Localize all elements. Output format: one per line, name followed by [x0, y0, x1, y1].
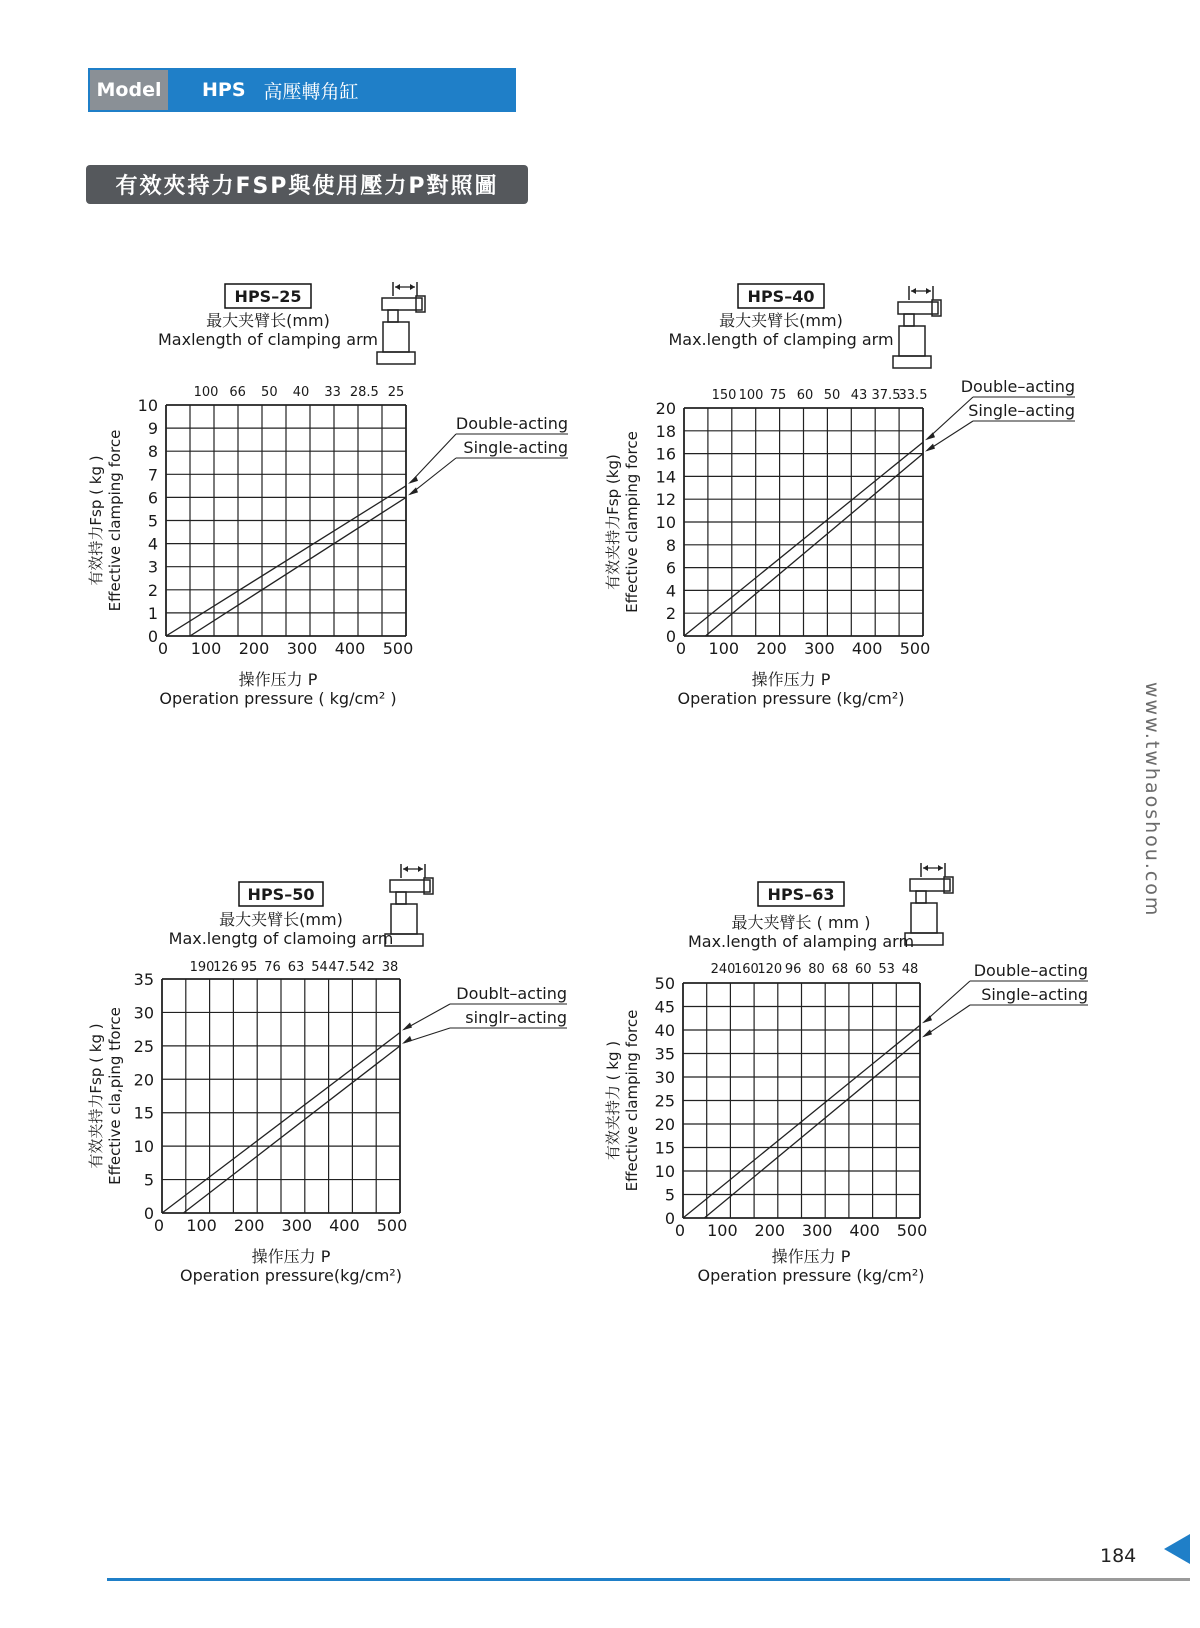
- arm-length-label: 63: [287, 960, 305, 975]
- arm-length-label: 28.5: [349, 385, 379, 400]
- y-axis-title-en: Effective clamping force: [623, 1009, 641, 1192]
- y-tick-label: 25: [654, 1091, 675, 1111]
- clamp-body: [899, 326, 925, 356]
- chart-3: [604, 863, 1088, 1285]
- x-axis-title-en: Operation pressure (kg/cm²): [677, 689, 905, 708]
- legend-arrow: [922, 1029, 932, 1037]
- x-tick-label: 400: [329, 1216, 360, 1235]
- arm-length-label: 60: [854, 962, 872, 977]
- x-tick-label: 100: [186, 1216, 217, 1235]
- arm-length-label: 25: [387, 385, 405, 400]
- legend-label: Single-acting: [463, 438, 568, 457]
- y-tick-label: 10: [655, 513, 676, 532]
- y-tick-label: 45: [654, 997, 675, 1017]
- arm-length-label: 68: [831, 962, 849, 977]
- y-tick-label: 0: [665, 627, 676, 646]
- dimension-arrow: [395, 284, 400, 290]
- y-tick-label: 4: [147, 534, 158, 554]
- y-tick-label: 50: [654, 974, 675, 993]
- arm-length-label: 126: [213, 960, 238, 975]
- x-tick-label: 400: [851, 639, 883, 658]
- x-axis-title-en: Operation pressure ( kg/cm² ): [159, 689, 397, 708]
- y-tick-label: 40: [654, 1021, 675, 1040]
- x-tick-label: 300: [804, 639, 835, 658]
- x-tick-label: 300: [286, 639, 318, 658]
- x-tick-label: 200: [756, 639, 787, 658]
- dimension-arrow: [911, 288, 916, 294]
- y-tick-label: 15: [133, 1103, 154, 1123]
- dimension-arrow: [923, 865, 928, 871]
- y-axis-title-en: Effective clamping force: [106, 429, 124, 612]
- chart-1: [604, 284, 1075, 708]
- y-tick-label: 15: [654, 1138, 675, 1158]
- arm-length-label: 100: [193, 385, 219, 400]
- x-origin-label: 0: [157, 639, 169, 658]
- x-origin-label: 0: [153, 1216, 165, 1235]
- arm-title-cn: 最大夹臂长(mm): [206, 311, 330, 330]
- arm-length-label: 75: [769, 388, 787, 403]
- legend-label: Double–acting: [960, 377, 1075, 396]
- y-tick-label: 6: [147, 488, 158, 508]
- model-name: 高壓轉角缸: [263, 80, 359, 103]
- x-tick-label: 400: [849, 1221, 880, 1240]
- arm-length-label: 76: [264, 960, 281, 975]
- model-label: Model: [88, 68, 170, 112]
- x-tick-label: 500: [376, 1216, 408, 1235]
- dimension-arrow: [418, 866, 423, 872]
- y-tick-label: 10: [654, 1162, 675, 1181]
- legend-label: Single–acting: [968, 401, 1075, 420]
- dimension-arrow: [403, 866, 408, 872]
- y-tick-label: 0: [147, 627, 158, 646]
- y-tick-label: 12: [655, 490, 676, 510]
- x-axis-title-cn: 操作压力 P: [238, 670, 318, 689]
- website-url: www.twhaoshou.com: [1141, 682, 1163, 918]
- page-number: 184: [1100, 1545, 1137, 1567]
- arm-length-label: 150: [711, 388, 737, 403]
- x-tick-label: 400: [334, 639, 366, 658]
- clamp-rod: [396, 892, 406, 904]
- x-axis-title-cn: 操作压力 P: [771, 1247, 851, 1266]
- y-axis-title-cn: 有效夹持力Fsp ( kg ): [87, 1023, 105, 1169]
- x-tick-label: 500: [896, 1221, 928, 1240]
- y-tick-label: 5: [143, 1170, 154, 1190]
- y-tick-label: 1: [147, 603, 158, 623]
- legend-arrow: [402, 1022, 412, 1030]
- series-line: [704, 1039, 920, 1218]
- y-axis-title-cn: 有效持力Fsp ( kg ): [87, 455, 105, 586]
- y-tick-label: 8: [147, 442, 158, 462]
- x-tick-label: 200: [233, 1216, 265, 1235]
- y-tick-label: 4: [665, 581, 676, 601]
- y-tick-label: 30: [133, 1003, 154, 1023]
- y-tick-label: 10: [137, 396, 158, 415]
- x-tick-label: 500: [382, 639, 414, 658]
- arm-length-label: 50: [823, 388, 841, 403]
- y-tick-label: 35: [133, 970, 154, 989]
- y-tick-label: 8: [665, 535, 676, 555]
- legend-label: singlr–acting: [465, 1008, 567, 1027]
- y-tick-label: 20: [133, 1070, 154, 1090]
- y-tick-label: 10: [133, 1137, 154, 1157]
- chart-model-title: HPS–25: [234, 287, 302, 306]
- clamp-rod: [904, 314, 914, 326]
- x-axis-title-cn: 操作压力 P: [751, 670, 831, 689]
- clamp-body: [391, 904, 417, 934]
- y-tick-label: 25: [133, 1036, 154, 1056]
- y-tick-label: 3: [147, 557, 158, 577]
- y-axis-title-en: Effective cla,ping tforce: [106, 1007, 124, 1185]
- legend-label: Double–acting: [973, 961, 1088, 980]
- arm-title-en: Maxlength of clamping arm: [158, 330, 378, 349]
- y-tick-label: 2: [147, 580, 158, 600]
- arm-length-label: 80: [808, 962, 825, 977]
- arm-length-label: 95: [240, 960, 258, 975]
- arm-length-label: 53: [878, 962, 895, 977]
- y-tick-label: 9: [147, 419, 158, 439]
- legend-label: Single–acting: [981, 985, 1088, 1004]
- y-axis-title-cn: 有效夹持力Fsp (kg): [604, 454, 622, 590]
- y-tick-label: 35: [654, 1044, 675, 1064]
- y-tick-label: 7: [147, 465, 158, 485]
- clamp-body: [911, 903, 937, 933]
- x-tick-label: 200: [754, 1221, 786, 1240]
- y-axis-title-cn: 有效夹持力 ( kg ): [604, 1040, 622, 1161]
- arm-title-cn: 最大夹臂长(mm): [719, 311, 843, 330]
- y-tick-label: 14: [655, 467, 676, 487]
- y-tick-label: 5: [664, 1185, 675, 1205]
- x-origin-label: 0: [674, 1221, 686, 1240]
- arm-title-cn: 最大夹臂长 ( mm ): [731, 913, 871, 932]
- arm-length-label: 240: [710, 962, 736, 977]
- section-title: 有效夾持力FSP與使用壓力P對照圖: [86, 165, 528, 204]
- arm-title-en: Max.length of alamping arm: [687, 932, 915, 951]
- y-tick-label: 16: [655, 444, 676, 464]
- arm-length-label: 48: [901, 962, 919, 977]
- chart-model-title: HPS–50: [247, 885, 315, 904]
- legend-label: Doublt–acting: [456, 984, 567, 1003]
- page-arrow-icon[interactable]: [1164, 1534, 1190, 1564]
- arm-length-label: 47.5: [328, 960, 358, 975]
- legend-arrow: [402, 1036, 412, 1044]
- arm-length-label: 50: [261, 385, 278, 400]
- x-axis-title-cn: 操作压力 P: [251, 1247, 331, 1266]
- x-tick-label: 500: [899, 639, 931, 658]
- arm-title-en: Max.lengtg of clamoing arm: [168, 929, 394, 948]
- arm-length-label: 54: [311, 960, 328, 975]
- x-tick-label: 100: [708, 639, 740, 658]
- dimension-arrow: [938, 865, 943, 871]
- x-tick-label: 100: [190, 639, 222, 658]
- y-tick-label: 20: [655, 399, 676, 418]
- arm-length-label: 66: [229, 385, 246, 400]
- y-tick-label: 0: [664, 1209, 675, 1228]
- arm-title-en: Max.length of clamping arm: [668, 330, 894, 349]
- y-tick-label: 20: [654, 1115, 675, 1134]
- chart-2: [87, 864, 567, 1285]
- arm-length-label: 43: [850, 388, 868, 403]
- y-tick-label: 30: [654, 1068, 675, 1087]
- x-origin-label: 0: [675, 639, 687, 658]
- arm-length-label: 60: [796, 388, 814, 403]
- arm-length-label: 40: [292, 385, 310, 400]
- legend-label: Double-acting: [455, 414, 568, 433]
- arm-length-label: 33.5: [898, 388, 928, 403]
- arm-length-label: 190: [189, 960, 215, 975]
- arm-length-label: 37.5: [871, 388, 901, 403]
- legend-leader: [927, 397, 973, 439]
- x-tick-label: 300: [801, 1221, 833, 1240]
- clamp-base: [377, 352, 415, 364]
- clamp-base: [893, 356, 931, 368]
- y-axis-title-en: Effective clamping force: [623, 431, 641, 613]
- legend-leader: [924, 981, 970, 1022]
- footer-line-end: [1010, 1578, 1190, 1581]
- y-tick-label: 2: [665, 604, 676, 624]
- chart-model-title: HPS–63: [767, 885, 835, 904]
- y-tick-label: 5: [147, 511, 158, 531]
- legend-arrow: [408, 476, 418, 484]
- y-tick-label: 6: [665, 558, 676, 578]
- arm-length-label: 160: [733, 962, 759, 977]
- legend-arrow: [925, 444, 935, 452]
- arm-length-label: 100: [738, 388, 764, 403]
- arm-length-label: 120: [757, 962, 783, 977]
- model-code: HPS: [202, 79, 246, 101]
- footer-line: [107, 1578, 1010, 1581]
- clamp-body: [383, 322, 409, 352]
- arm-length-label: 33: [324, 385, 341, 400]
- x-axis-title-en: Operation pressure (kg/cm²): [697, 1266, 925, 1285]
- chart-0: [87, 282, 568, 708]
- x-axis-title-en: Operation pressure(kg/cm²): [180, 1266, 402, 1285]
- clamp-rod: [916, 891, 926, 903]
- y-tick-label: 18: [655, 421, 676, 441]
- arm-title-cn: 最大夹臂长(mm): [219, 910, 343, 929]
- y-tick-label: 0: [143, 1204, 154, 1223]
- arm-length-label: 38: [381, 960, 399, 975]
- clamp-rod: [388, 310, 398, 322]
- arm-length-label: 96: [784, 962, 802, 977]
- x-tick-label: 100: [707, 1221, 738, 1240]
- arm-length-label: 42: [358, 960, 375, 975]
- dimension-arrow: [410, 284, 415, 290]
- x-tick-label: 300: [281, 1216, 313, 1235]
- x-tick-label: 200: [238, 639, 270, 658]
- dimension-arrow: [926, 288, 931, 294]
- chart-model-title: HPS–40: [747, 287, 815, 306]
- series-line: [183, 1046, 400, 1213]
